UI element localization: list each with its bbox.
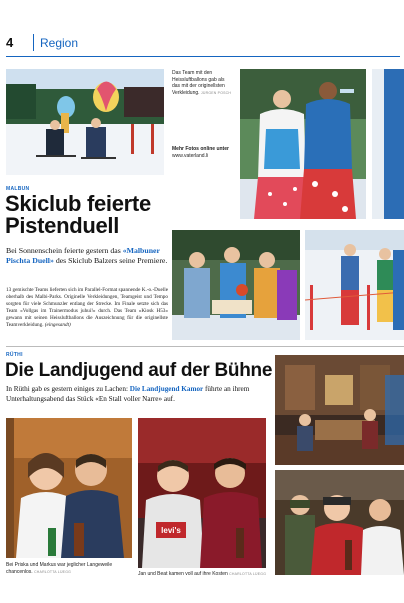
article1-lead-highlight: «Malbuner Pischta Duell» <box>6 246 160 265</box>
top-caption-credit: JÜRGEN POSCH <box>200 90 232 95</box>
article1-kicker: MALBUN <box>6 186 30 192</box>
levis-logo-text: levi's <box>161 526 181 535</box>
article2-lead-start: In Rüthi gab es gestern einiges zu Lachen: <box>6 385 130 393</box>
more-photos-label: Mehr Fotos online unter <box>172 146 229 152</box>
article2-headline: Die Landjugend auf der Bühne <box>5 360 273 381</box>
article1-lead-end: des Skiclub Balzers seine Premiere. <box>53 256 168 265</box>
photo-skiers-balloons <box>6 69 164 175</box>
photo-skiers-gates <box>305 230 404 340</box>
article2-kicker: RÜTHI <box>6 352 23 358</box>
top-caption-text: Das Team mit den Heissluftballons gab als das mit der originellsten Verkleidung. <box>172 70 225 96</box>
article1-signature: (eingesandt) <box>44 322 71 328</box>
header-divider <box>33 34 34 51</box>
article-divider <box>6 346 404 347</box>
article2-lead-end: führte an ihrem Unterhaltungsabend das Stück «En Stall voller Narre» auf. <box>6 385 250 403</box>
caption-middle-text: Jan und Beat kamen voll auf ihre Kosten <box>138 571 228 577</box>
article1-headline-line2: Pistenduell <box>5 213 120 238</box>
caption-left-text: Bei Priska und Markus war jeglicher Langeweile chancenlos. <box>6 562 113 575</box>
article1-lead-start: Bei Sonnenschein feierte gestern das <box>6 246 123 255</box>
header-rule <box>6 56 400 57</box>
more-photos-box <box>172 146 234 159</box>
more-photos-url[interactable]: www.vaterland.li <box>172 152 209 159</box>
caption-left-credit: CHARLOTTA LÜEGG <box>34 569 72 574</box>
caption-middle <box>138 571 274 578</box>
photo-stage <box>275 355 404 465</box>
article1-headline <box>5 193 175 237</box>
section-title: Region <box>40 36 79 50</box>
page-header <box>6 32 400 54</box>
article2-lead <box>6 385 268 404</box>
article1-body <box>6 287 168 329</box>
photo-priska-markus <box>6 418 132 558</box>
photo-group-drinks <box>275 470 404 575</box>
page-number: 4 <box>6 35 13 50</box>
photo-ski-group <box>172 230 300 340</box>
photo-costumed-duo <box>240 69 366 219</box>
article1-headline-line1: Skiclub feierte <box>5 191 151 216</box>
top-photo-caption <box>172 70 232 96</box>
caption-left <box>6 562 132 575</box>
article1-lead <box>6 246 168 266</box>
article2-lead-highlight: Die Landjugend Kamor <box>129 385 204 393</box>
photo-edge-strip <box>372 69 404 219</box>
caption-middle-credit: CHARLOTTA LÜEGG <box>229 572 267 576</box>
article1-body-text: 13 gemischte Teams lieferten sich im Parallel-Format spannende K.-o.-Duelle oberhalb des Malbi-Parks. Originelle Verkleidungen, Teamgeist und Tempo sorgten für viele Schmunzler entlang der Strecke. Im Finale setzte sich das Team «Vollgas im Trainermodus juhui!» durch. Das Team «Kiosk H53» gewann mit seinen Heissluftballons die Auszeichnung für die originellste Teamverkleidung. <box>6 287 168 328</box>
photo-jan-beat <box>138 418 266 568</box>
